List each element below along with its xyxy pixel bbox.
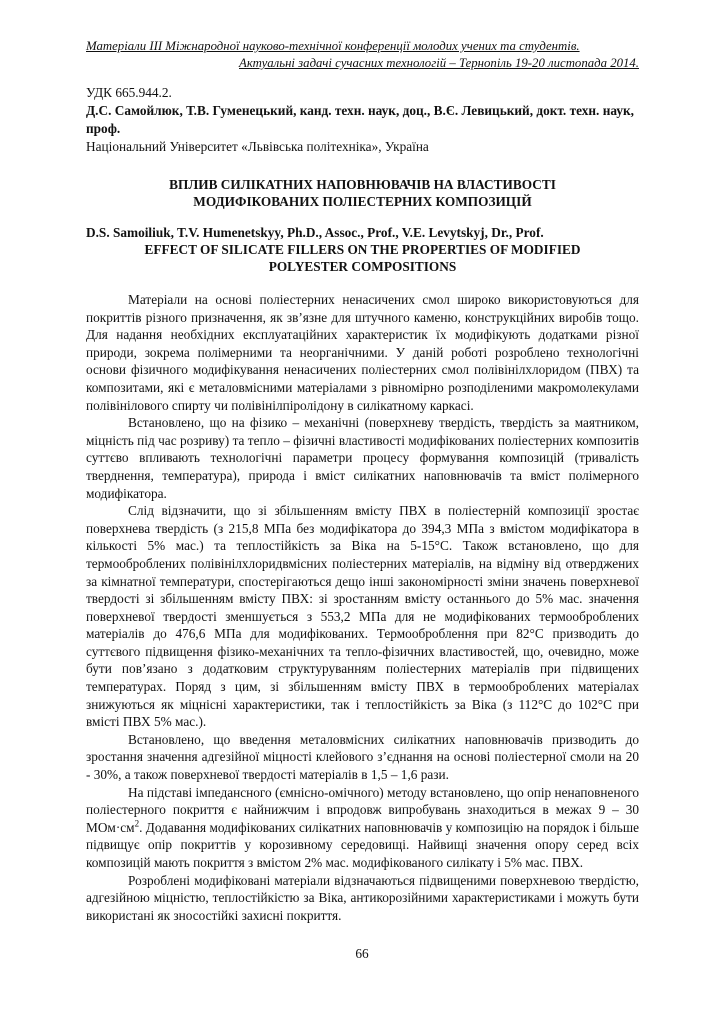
paper-body <box>86 291 639 924</box>
page-number: 66 <box>355 946 369 961</box>
paragraph: Матеріали на основі поліестерних ненасичених смол широко використовуються для покриттів різного призначення, як зв’язне для штучного каменю, конструкційних виробів тощо. Для надання необхідних експлуатаційних характеристик їх модифікують додатками різної природи, зокрема полімерними та неорганічними. У даній роботі розроблено технологічні основи фізичного модифікування ненасичених поліестерних смол полівінілхлоридом (ПВХ) та композитами, які є металовмісними матеріалами з рівномірно розподіленими макромолекулами полівінілового спирту чи полівінілпіролідону в силікатному каркасі. <box>86 292 639 413</box>
english-header <box>86 224 639 275</box>
paragraph: Встановлено, що введення металовмісних силікатних наповнювачів призводить до зростання значення адгезійної міцності клейового з’єднання на основі поліестерної смоли на 20 - 30%, а також поверхневої твердості матеріалів в 1,5 – 1,6 рази. <box>86 731 639 783</box>
authors-en: D.S. Samoiliuk, T.V. Humenetskyy, Ph.D., Assoc., Prof., V.E. Levytskyj, Dr., Prof. <box>86 225 544 240</box>
paragraph: Слід відзначити, що зі збільшенням вмісту ПВХ в поліестерній композиції зростає поверхнева твердість (з 215,8 МПа без модифікатора до 394,3 МПа з вмістом модифікатора в кількості 5% мас.) та теплостійкість за Віка на 5-15°С. Також встановлено, що для термооброблених полівінілхлоридвмісних поліестерних матеріалів, на відміну від отверджених за кімнатної температури, спостерігаються дещо інші закономірності зміни значень поверхневої твердості зі збільшенням вмісту ПВХ: зі зростанням вмісту останнього до 5% мас. значення поверхневої твердості зменшується з 553,2 МПа для не модифікованих термооброблених матеріалів до 476,6 МПа для модифікованих. Термооброблення при 82°С призводить до суттєвого підвищення фізико-механічних та тепло-фізичних властивостей, що, очевидно, може бути пов’язано з додатковим структуруванням поліестерних матеріалів при підвищених температурах. Поряд з цим, зі збільшенням вмісту ПВХ в термооброблених матеріалах знижуються як міцнісні характеристики, так і теплостійкість за Віка (з 112°С до 102°С при вмісті ПВХ 5% мас.). <box>86 503 639 730</box>
paragraph-text: . Додавання модифікованих силікатних наповнювачів у композицію на порядок і більше підвищує опір покриттів у корозивному середовищі. Найвищі значення опору серед всіх композицій мають покриття з вмістом 2% мас. модифікованого силікату і 5% мас. ПВХ. <box>86 819 639 870</box>
title-en-line-2: POLYESTER COMPOSITIONS <box>268 259 457 274</box>
udc-code: УДК 665.944.2. <box>86 85 172 100</box>
conference-title: Матеріали ІІІ Міжнародної науково-технічної конференції молодих учених та студентів. <box>86 39 580 53</box>
paragraph: Встановлено, що на фізико – механічні (поверхневу твердість, твердість за маятником, міцність під час розриву) та тепло – фізичні властивості модифікованих поліестерних композитів суттєво впливають технологічні параметри процесу формування композицій (тривалість тверднення, температура), природа і вміст силікатних наповнювачів та вміст полімерного модифікатора. <box>86 415 639 501</box>
title-ua-line-2: МОДИФІКОВАНИХ ПОЛІЕСТЕРНИХ КОМПОЗИЦІЙ <box>193 194 532 209</box>
title-en-line-1: EFFECT OF SILICATE FILLERS ON THE PROPERTIES OF MODIFIED <box>144 242 581 257</box>
running-header <box>86 38 639 72</box>
affiliation: Національний Університет «Львівська політехніка», Україна <box>86 139 429 154</box>
paper-title-ua <box>86 176 639 210</box>
title-ua-line-1: ВПЛИВ СИЛІКАТНИХ НАПОВНЮВАЧІВ НА ВЛАСТИВОСТІ <box>169 177 556 192</box>
authors-ua: Д.С. Самойлюк, Т.В. Гуменецький, канд. техн. наук, доц., В.Є. Левицький, докт. техн. наук, проф. <box>86 103 634 136</box>
paragraph-text: На підставі імпедансного (ємнісно-омічного) методу встановлено, що опір ненаповненого поліестерного покриття є найнижчим і впродовж випробувань знаходиться в межах 9 – 30 МОм·см <box>86 784 639 835</box>
paragraph <box>86 784 639 872</box>
conference-subtitle: Актуальні задачі сучасних технологій – Тернопіль 19-20 листопада 2014. <box>239 56 639 70</box>
paper-meta <box>86 84 639 156</box>
superscript: 2 <box>134 818 140 829</box>
paper-page <box>86 38 639 924</box>
paragraph: Розроблені модифіковані матеріали відзначаються підвищеними поверхневою твердістю, адгезійною міцністю, теплостійкістю за Віка, антикорозійними характеристиками і можуть бути використані як зносостійкі захисні покриття. <box>86 872 639 923</box>
